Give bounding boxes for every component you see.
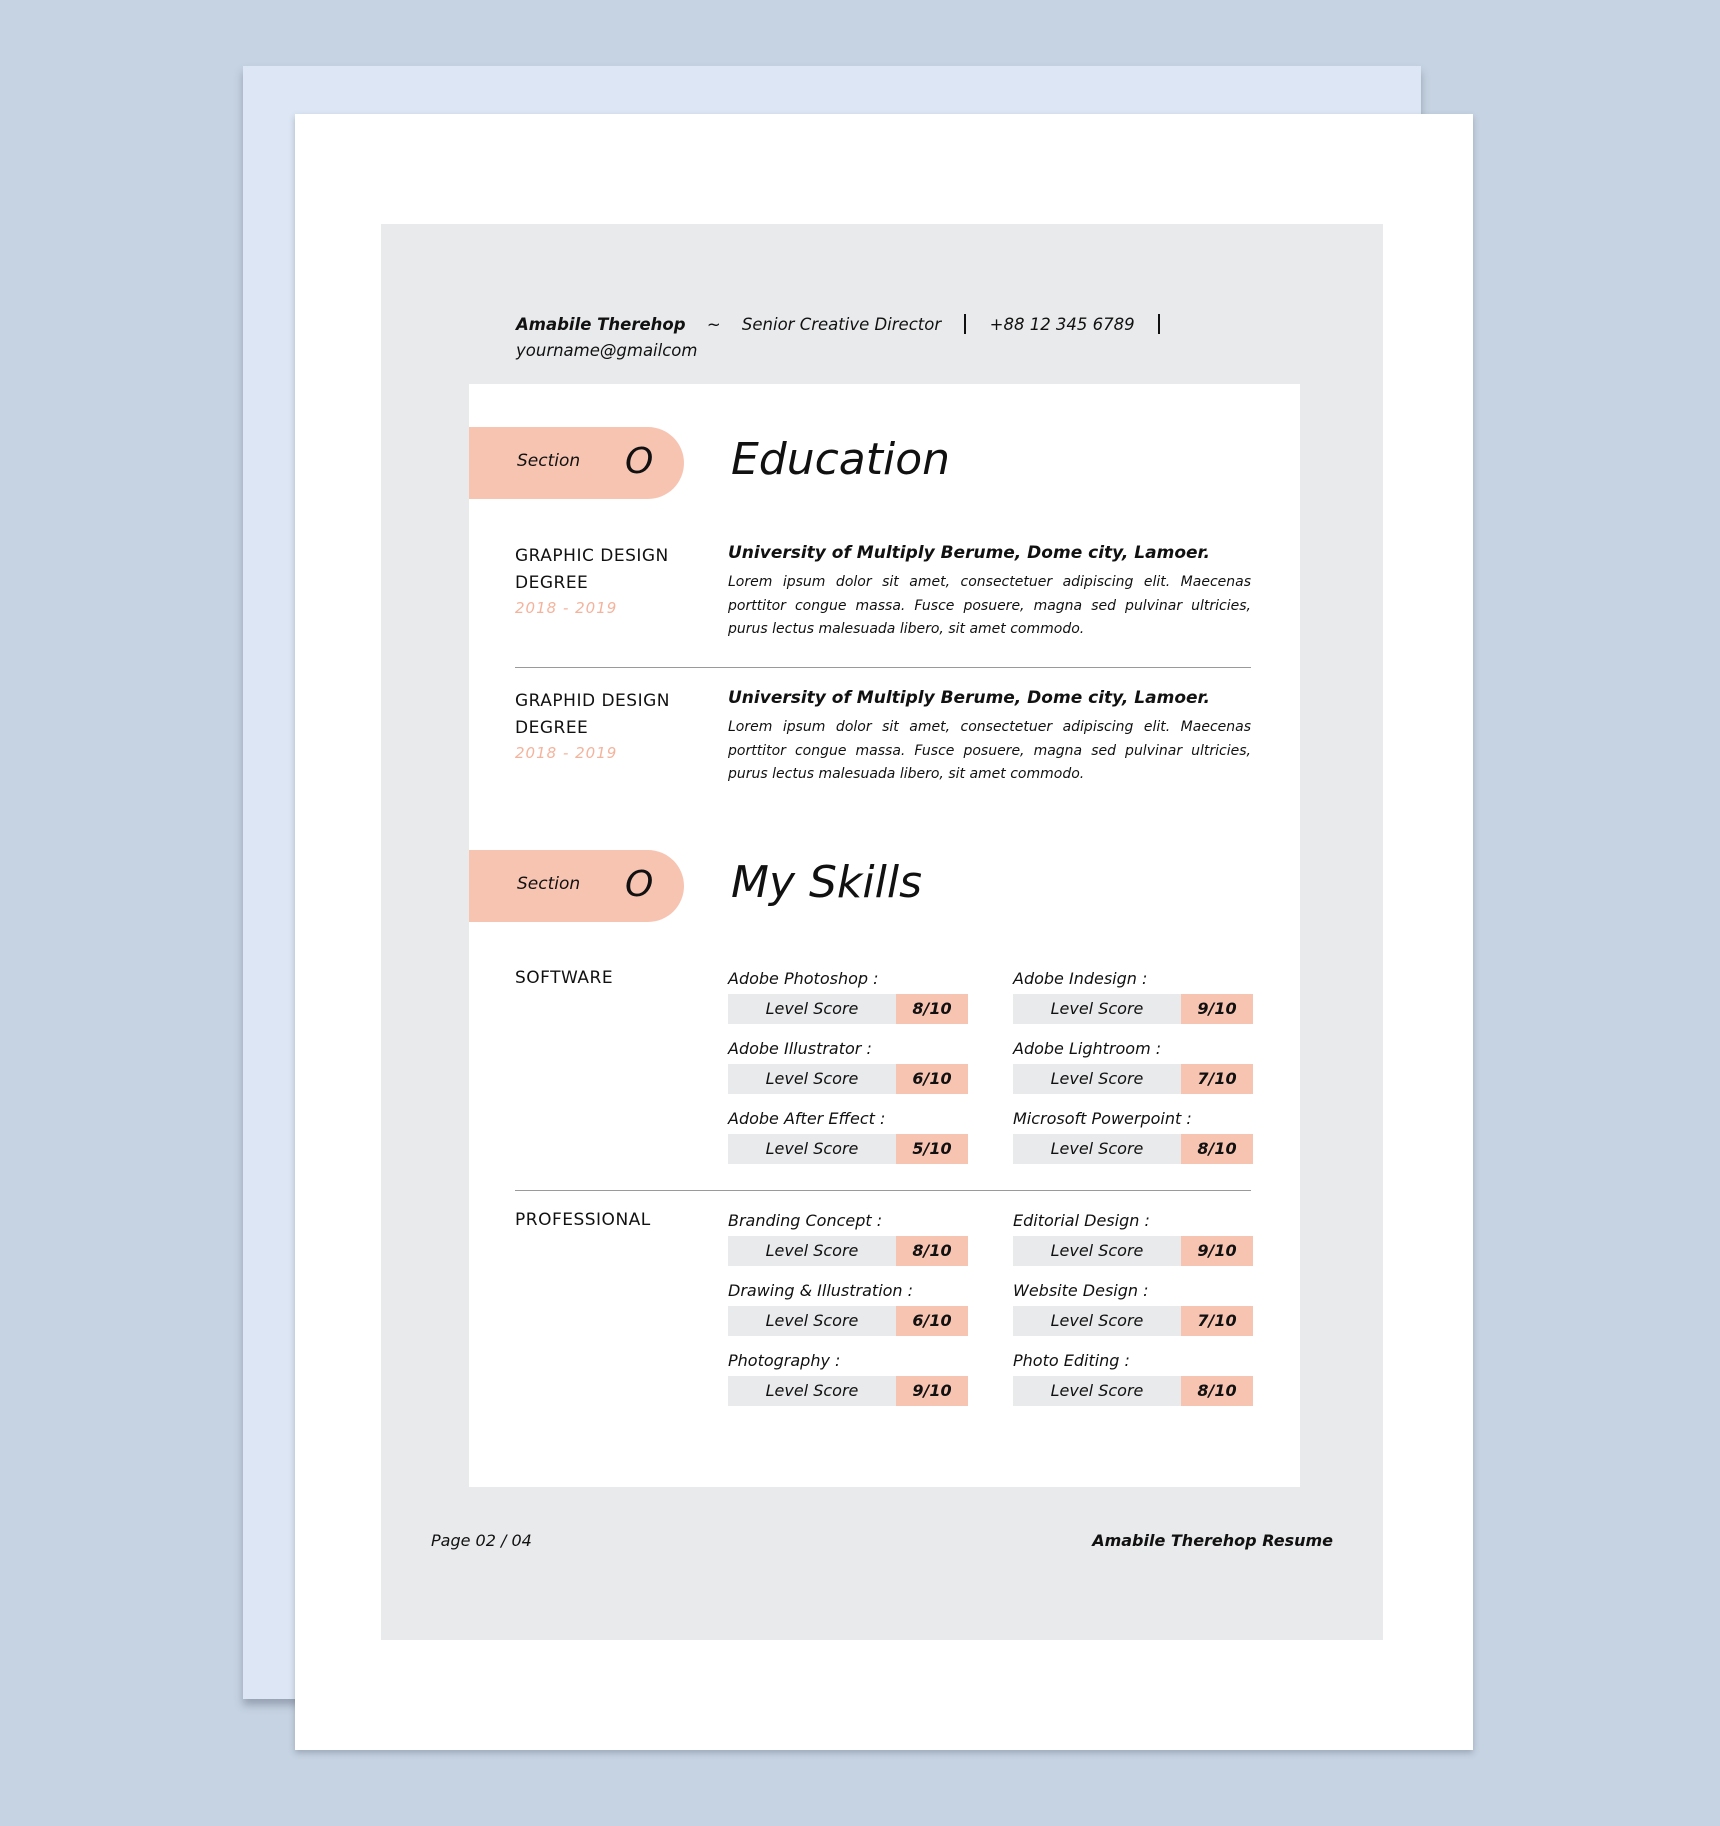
skill-score: 8/10	[896, 1236, 968, 1266]
section-badge-number: O	[625, 441, 654, 482]
level-label: Level Score	[1013, 1306, 1181, 1336]
resume-page	[295, 114, 1473, 1750]
level-label: Level Score	[728, 1306, 896, 1336]
skill-score: 6/10	[896, 1306, 968, 1336]
section-badge-label: Section	[517, 874, 581, 894]
skill-name: Adobe Illustrator :	[728, 1039, 872, 1058]
skill-name: Website Design :	[1013, 1281, 1149, 1300]
header-separator: ~	[706, 315, 721, 334]
skill-name: Adobe After Effect :	[728, 1109, 886, 1128]
level-label: Level Score	[1013, 994, 1181, 1024]
degree	[515, 543, 695, 597]
level-label: Level Score	[728, 1134, 896, 1164]
category-software: SOFTWARE	[515, 968, 614, 988]
page-number: Page 02 / 04	[431, 1531, 532, 1550]
level-label: Level Score	[728, 1236, 896, 1266]
skill-item	[1013, 1038, 1253, 1094]
skill-score: 9/10	[896, 1376, 968, 1406]
skill-score: 9/10	[1181, 994, 1253, 1024]
divider	[1158, 314, 1160, 334]
school: University of Multiply Berume, Dome city, Lamoer.	[728, 688, 1210, 708]
skill-item	[728, 1108, 968, 1164]
skill-score: 9/10	[1181, 1236, 1253, 1266]
skill-item	[728, 1350, 968, 1406]
skill-name: Photo Editing :	[1013, 1351, 1130, 1370]
skill-item	[1013, 1108, 1253, 1164]
skill-score: 8/10	[896, 994, 968, 1024]
skill-item	[1013, 1350, 1253, 1406]
skill-name: Drawing & Illustration :	[728, 1281, 914, 1300]
skill-score: 7/10	[1181, 1064, 1253, 1094]
divider	[515, 667, 1251, 668]
level-label: Level Score	[728, 1376, 896, 1406]
skill-item	[728, 1210, 968, 1266]
contact-header	[516, 312, 1178, 364]
section-badge-number: O	[625, 864, 654, 905]
description: Lorem ipsum dolor sit amet, consectetuer adipiscing elit. Maecenas porttitor congue massa. Fusce posuere, magna sed pulvinar ultricies, purus lectus malesuada libero, sit amet commodo.	[728, 719, 1251, 782]
header-email: yourname@gmailcom	[516, 341, 698, 360]
section-badge-education	[469, 427, 684, 499]
skill-name: Microsoft Powerpoint :	[1013, 1109, 1192, 1128]
skill-name: Editorial Design :	[1013, 1211, 1150, 1230]
level-label: Level Score	[728, 1064, 896, 1094]
skill-item	[728, 1280, 968, 1336]
level-label: Level Score	[1013, 1134, 1181, 1164]
content-card	[469, 384, 1300, 1487]
section-badge-skills	[469, 850, 684, 922]
skill-score: 8/10	[1181, 1376, 1253, 1406]
degree	[515, 688, 695, 742]
skill-item	[728, 1038, 968, 1094]
skill-name: Adobe Photoshop :	[728, 969, 879, 988]
degree-line: GRAPHIC DESIGN	[515, 546, 669, 566]
level-label: Level Score	[1013, 1236, 1181, 1266]
divider	[964, 314, 966, 334]
skill-score: 7/10	[1181, 1306, 1253, 1336]
skill-item	[1013, 968, 1253, 1024]
school: University of Multiply Berume, Dome city, Lamoer.	[728, 543, 1210, 563]
description: Lorem ipsum dolor sit amet, consectetuer adipiscing elit. Maecenas porttitor congue massa. Fusce posuere, magna sed pulvinar ultricies, purus lectus malesuada libero, sit amet commodo.	[728, 574, 1251, 637]
category-professional: PROFESSIONAL	[515, 1210, 651, 1230]
level-label: Level Score	[1013, 1376, 1181, 1406]
skill-item	[728, 968, 968, 1024]
skill-item	[1013, 1280, 1253, 1336]
years: 2018 - 2019	[515, 744, 618, 762]
skill-score: 8/10	[1181, 1134, 1253, 1164]
header-title: Senior Creative Director	[741, 315, 942, 334]
section-title-education: Education	[731, 434, 951, 485]
header-name: Amabile Therehop	[516, 315, 686, 334]
degree-line: DEGREE	[515, 573, 589, 593]
divider	[515, 1190, 1251, 1191]
skill-item	[1013, 1210, 1253, 1266]
skill-score: 6/10	[896, 1064, 968, 1094]
skill-name: Adobe Lightroom :	[1013, 1039, 1162, 1058]
skill-name: Branding Concept :	[728, 1211, 883, 1230]
footer-doc-title: Amabile Therehop Resume	[1092, 1531, 1333, 1550]
years: 2018 - 2019	[515, 599, 618, 617]
page-frame	[381, 224, 1383, 1640]
header-phone: +88 12 345 6789	[989, 315, 1135, 334]
skill-name: Photography :	[728, 1351, 841, 1370]
skill-name: Adobe Indesign :	[1013, 969, 1148, 988]
degree-line: GRAPHID DESIGN	[515, 691, 670, 711]
level-label: Level Score	[1013, 1064, 1181, 1094]
section-title-skills: My Skills	[731, 857, 922, 908]
degree-line: DEGREE	[515, 718, 589, 738]
level-label: Level Score	[728, 994, 896, 1024]
skill-score: 5/10	[896, 1134, 968, 1164]
section-badge-label: Section	[517, 451, 581, 471]
